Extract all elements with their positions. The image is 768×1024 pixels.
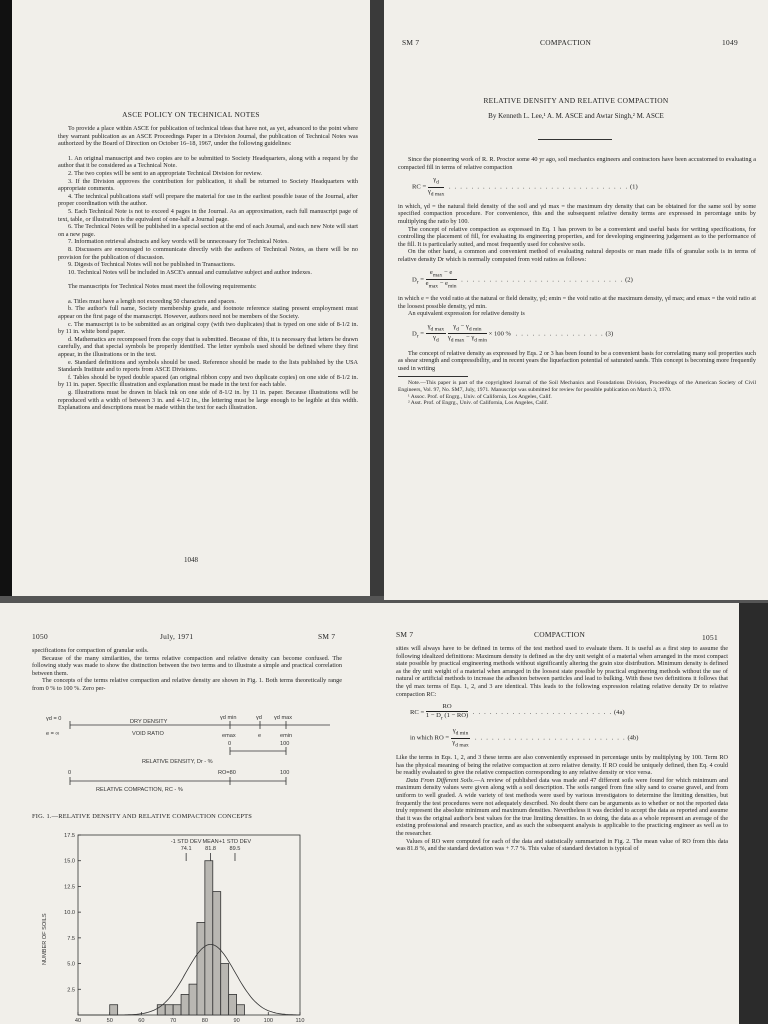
x-tick-label: 100 xyxy=(263,1018,273,1024)
relative-density-label: RELATIVE DENSITY, Dr - % xyxy=(142,759,213,765)
e-label: e xyxy=(258,733,262,739)
requirements-intro: The manuscripts for Technical Notes must meet the following requirements: xyxy=(68,283,257,291)
y-tick-label: 5.0 xyxy=(67,961,75,968)
rd-zero: 0 xyxy=(228,741,232,747)
policy-body xyxy=(58,125,358,412)
annotation-value: 81.8 xyxy=(205,846,217,852)
requirement-item: g. Illustrations must be drawn in black ink on one side of 8-1/2 in. by 11 in. paper. Because illustrations will be reproduced with a width of between 3 in. and 4-1/2 in., the lettering must be large enough to be legible at this width. Explanations and descriptions must be made within the text for each illustration. xyxy=(58,389,358,412)
e-infinity-label: e = ∞ xyxy=(46,731,60,737)
emax-label: emax xyxy=(222,733,236,739)
page-1051 xyxy=(384,603,739,1024)
annotation-label: +1 STD DEV xyxy=(218,839,252,845)
equation-label: (4b) xyxy=(627,734,639,742)
x-tick-label: 70 xyxy=(170,1018,177,1024)
paragraph: sities will always have to be defined in terms of the test method used to evaluate them. It is useful as a first step to assume the following idealized definitions: Maximum density is defined as the dry unit weight of a material when arranged in the most compact state possible by practical engineering methods without significantly altering the grain size distribution. Minimum density is defined as the dry unit weight of a material when arranged in the loosest state possible by practical engineering methods without the use of natural or artificial methods to increase the adhesion between particles and lead to bulking. With these two definitions it follows that the γd max terms of Eqs. 1, 2, and 3 are identical. This leads to the following expression relating relative density Dr to relative compaction RC: xyxy=(396,645,728,698)
running-head-right: SM 7 xyxy=(318,632,336,641)
guideline-item: 2. The two copies will be sent to an appropriate Technical Division for review. xyxy=(68,169,262,177)
requirement-item: a. Titles must have a length not exceeding 50 characters and spaces. xyxy=(68,297,236,305)
footnote-rule xyxy=(398,376,468,377)
policy-title: ASCE POLICY ON TECHNICAL NOTES xyxy=(122,110,260,119)
paragraph-text: —A review of published data was made and 47 different soils were found for which minimum and maximum density values were given along with a soil description. The soils ranged from fine silty sand to coarse gravel, and from uniform to well graded. A wide variety of test methods were used by various investigators to determine the limiting densities, but frequently the test procedures were not adequately described. No doubt there can be arguments as to whether or not the reported data truly represent the absolute minimum and maximum densities. Nevertheless it was decided to accept the data as reported and assume that it was the original author's best values for the true limiting densities. In so doing, the data as a whole represent an average of the existing professional and research practice, and as such the subsequent analysis is applicable to the practicing engineer as well as to the researcher. xyxy=(396,776,728,838)
guideline-item: 4. The technical publications staff will prepare the material for use in the earliest possible issue of the Journal, after proper coordination with the author. xyxy=(58,192,358,208)
page-number: 1048 xyxy=(184,556,198,564)
paragraph: Because of the many similarities, the terms relative compaction and relative density can become confused. The following study was made to show the distinction between the two terms and to illustrate a simple and practical correlation between them. xyxy=(32,654,342,677)
paragraph: The concepts of the terms relative compaction and relative density are shown in Fig. 1. Both terms theoretically range from 0 % to 100 %. Zero per- xyxy=(32,677,342,692)
rc-zero: 0 xyxy=(68,770,72,776)
running-head-center: July, 1971 xyxy=(160,632,194,641)
equation-3: $D_r$ = $\frac{\gamma_{d max}}{\gamma_d}$ $\frac{\gamma_d - \gamma_{d min}}{\gamma_{d max} - \gamma_{d min}}$ × 100 % . . . . . . . . . . . . . . . . (3) xyxy=(412,322,614,344)
paragraph: The concept of relative density as expressed by Eqs. 2 or 3 has been found to be a convenient basis for correlating many soil properties such as shear strength and compressibility, and in recent years the liquefaction potential of saturated sands. This concept is becoming more frequently used in writing xyxy=(398,349,756,372)
running-head-left: SM 7 xyxy=(396,630,414,639)
histogram-bar xyxy=(110,1005,118,1015)
x-tick-label: 80 xyxy=(201,1018,208,1024)
paragraph: specifications for compaction of granular soils. xyxy=(32,647,149,654)
page-binding-edge-right xyxy=(739,603,768,1024)
y-tick-label: 10.0 xyxy=(64,910,75,917)
page-1050 xyxy=(0,603,384,1024)
equation-label: (2) xyxy=(625,275,633,283)
guideline-item: 7. Information retrieval abstracts and key words will be unnecessary for Technical Notes. xyxy=(68,238,289,246)
equation-2: $D_r$ = $\frac{e_{max} - e}{e_{max} - e_{min}}$ . . . . . . . . . . . . . . . . . . . . . . . . . . . . . (2) xyxy=(412,268,633,290)
rc-hundred: 100 xyxy=(280,770,290,776)
guideline-item: 5. Each Technical Note is not to exceed 4 pages in the Journal. As an approximation, each full manuscript page of text, table, or illustration is the equivalent of one-half a Journal page. xyxy=(58,207,358,223)
equation-4a: RC = $\frac{RO}{1 - D_r (1 - RO)}$ . . . . . . . . . . . . . . . . . . . . . . . . . (4a) xyxy=(410,703,625,722)
equation-prefix: in which RO = xyxy=(410,734,450,742)
equation-label: (4a) xyxy=(613,709,625,717)
footnote-2: ² Asst. Prof. of Engrg., Univ. of California, Los Angeles, Calif. xyxy=(408,400,549,407)
gd-label: γd xyxy=(256,715,262,721)
y-axis-label: NUMBER OF SOILS xyxy=(42,913,48,965)
gdmax-label: γd max xyxy=(274,715,293,721)
guideline-item: 1. An original manuscript and two copies are to be submitted to Society Headquarters, along with a request by the author that it be considered as a Technical Note. xyxy=(58,154,358,170)
histogram-bar xyxy=(237,1005,245,1015)
histogram-bar xyxy=(229,994,237,1015)
x-tick-label: 60 xyxy=(138,1018,145,1024)
guideline-item: 6. The Technical Notes will be published in a special section at the end of each Journal, and each new Note will start on a new page. xyxy=(58,223,358,238)
page-binding-edge xyxy=(0,0,12,596)
relative-compaction-label: RELATIVE COMPACTION, RC - % xyxy=(96,787,183,793)
paragraph: The concept of relative compaction as expressed in Eq. 1 has proven to be a convenient and useful basis for writing specifications, for controlling the placement of fill, for evaluating its engineering properties, and for developing engineering judgement as to the performance of the fill. It is particularly suited, and most frequently used for cohesive soils. xyxy=(398,225,756,248)
title-rule xyxy=(538,139,612,140)
paragraph: An equivalent expression for relative density is xyxy=(408,310,525,318)
annotation-label: MEAN xyxy=(202,839,219,845)
article-title: RELATIVE DENSITY AND RELATIVE COMPACTION xyxy=(483,96,669,105)
paragraph: in which e = the void ratio at the natural or field density, γd; emin = the void ratio at the maximum density, γd max; and emax = the void ratio at the loosest possible density, γd min. xyxy=(398,295,756,310)
histogram-bar xyxy=(173,1005,181,1015)
x-tick-label: 40 xyxy=(74,1018,82,1024)
histogram-bar xyxy=(197,922,205,1015)
dry-density-label: DRY DENSITY xyxy=(130,719,168,725)
requirement-item: f. Tables should be typed double spaced (an original ribbon copy and two duplicate copies) on one side of 8-1/2 in. by 11 in. paper. Specific illustration and explanation must be made in the text for each table. xyxy=(58,373,358,389)
histogram-bar xyxy=(213,892,221,1015)
histogram-bar xyxy=(165,1005,173,1015)
requirement-item: c. The manuscript is to be submitted as an original copy (with two duplicates) that is typed on one side of 8-1/2 in. by 11 in. white bond paper. xyxy=(58,320,358,336)
guideline-item: 3. If the Division approves the contribution for publication, it shall be returned to Society Headquarters with appropriate comments. xyxy=(58,177,358,193)
article-body xyxy=(396,645,728,853)
footnote-note: Note.—This paper is part of the copyrighted Journal of the Soil Mechanics and Foundations Division, Proceedings of the American Society of Civil Engineers, Vol. 97, No. SM7, July, 1971. Manuscript was submitted for review for possible publication on March 3, 1970. xyxy=(398,380,756,393)
y-tick-label: 2.5 xyxy=(67,987,75,994)
paragraph: On the other hand, a common and convenient method of evaluating natural deposits or man made fills of granular soils is in terms of relative density Dr which is normally computed from void ratios as follows: xyxy=(398,248,756,263)
annotation-value: 89.5 xyxy=(229,846,241,852)
guideline-item: 9. Digests of Technical Notes will not be published in Transactions. xyxy=(68,261,236,269)
figure-1-caption: FIG. 1.—RELATIVE DENSITY AND RELATIVE COMPACTION CONCEPTS xyxy=(32,813,253,820)
paragraph: Since the pioneering work of R. R. Proctor some 40 yr ago, soil mechanics engineers and contractors have been accustomed to evaluating a compacted fill in terms of relative compaction xyxy=(398,156,756,171)
paragraph: in which, γd = the natural field density of the soil and γd max = the maximum dry density that can be obtained for the same soil by some specified compaction procedure. For convenience, this and the subsequent relative density terms are expressed in percentage units by multiplying the ratio by 100. xyxy=(398,202,756,225)
guideline-item: 10. Technical Notes will be included in ASCE's annual and cumulative subject and author indexes. xyxy=(68,268,312,276)
running-head-right: 1051 xyxy=(702,633,718,642)
y-tick-label: 12.5 xyxy=(64,884,75,891)
gamma-zero-label: γd = 0 xyxy=(46,716,62,722)
y-tick-label: 17.5 xyxy=(64,833,75,839)
figure-1-diagram xyxy=(30,713,350,808)
footnote-1: ¹ Assoc. Prof. of Engrg., Univ. of California, Los Angeles, Calif. xyxy=(408,393,552,400)
x-tick-label: 90 xyxy=(233,1018,240,1024)
equation-4b: in which RO = $\frac{\gamma_{d min}}{\gamma_{d max}}$ . . . . . . . . . . . . . . . . . . . . . . . . . . . (4b) xyxy=(410,727,639,749)
equation-1: RC = $\frac{\gamma_d}{\gamma_{d max}}$ . . . . . . . . . . . . . . . . . . . . . . . . . . . . . . . . (1) xyxy=(412,176,638,197)
equation-label: (3) xyxy=(605,330,614,338)
figure-2-histogram xyxy=(42,825,320,1024)
page-1048 xyxy=(12,0,370,596)
gdmin-label: γd min xyxy=(220,715,237,721)
running-head-left: SM 7 xyxy=(402,38,420,47)
article-byline: By Kenneth L. Lee,¹ A. M. ASCE and Awtar Singh,² M. ASCE xyxy=(488,112,664,120)
article-body xyxy=(398,156,756,407)
annotation-label: -1 STD DEV xyxy=(170,839,202,845)
requirement-item: b. The author's full name, Society membership grade, and footnote reference stating present employment must appear on the first page of the manuscript. However, authors need not be members of the Society. xyxy=(58,305,358,321)
x-tick-label: 50 xyxy=(106,1018,113,1024)
paragraph: Like the terms in Eqs. 1, 2, and 3 these terms are also conveniently expressed in percentage units by multiplying by 100. Term RO has the physical meaning of being the relative compaction at zero relative density. If RO could be uniquely defined, then Eq. 4 could be readily evaluated to give the relative compaction corresponding to any relative density or vice versa. xyxy=(396,754,728,777)
void-ratio-label: VOID RATIO xyxy=(132,731,164,737)
paragraph: Values of RO were computed for each of the data and statistically summarized in Fig. 2. The mean value of RO from this data was 81.8 %, and the standard deviation was + 7.7 %. This value of standard deviation is typical of xyxy=(396,837,728,853)
y-tick-label: 7.5 xyxy=(67,935,75,942)
guideline-item: 8. Discussers are encouraged to communicate directly with the authors of Technical Notes, as there will be no provision for the publication of discussion. xyxy=(58,245,358,261)
rc-ro: RO=80 xyxy=(218,770,236,776)
requirement-item: d. Mathematics are recomposed from the copy that is submitted. Because of this, it is necessary that letters be drawn carefully, and that special symbols be properly identified. The letter symbols used should be defined where they first appear, in the illustrations or in the text. xyxy=(58,335,358,359)
requirement-item: e. Standard definitions and symbols should be used. Reference should be made to the lists published by the USA Standards Institute and to reports from ASCE Divisions. xyxy=(58,358,358,374)
histogram-bar xyxy=(221,964,229,1015)
equation-label: (1) xyxy=(629,183,638,191)
policy-intro: To provide a place within ASCE for publication of technical ideas that have not, as yet, advanced to the point where they warrant publication as an ASCE Proceedings Paper in a Division Journal, the publication of Technical Notes was authorized by the Board of Direction on October 16–18, 1967, under the following guidelines: xyxy=(58,125,358,148)
histogram-bar xyxy=(181,994,189,1015)
annotation-value: 74.1 xyxy=(180,846,192,852)
running-head-left: 1050 xyxy=(32,632,48,641)
rd-hundred: 100 xyxy=(280,741,290,747)
section-heading: Data From Different Soils. xyxy=(406,776,475,784)
histogram-bar xyxy=(189,984,197,1015)
page-1049 xyxy=(384,0,768,600)
emin-label: emin xyxy=(280,733,293,739)
running-head-center: COMPACTION xyxy=(534,630,586,639)
y-tick-label: 15.0 xyxy=(64,858,75,865)
article-body xyxy=(32,647,342,693)
histogram-bar xyxy=(205,861,213,1015)
running-head-right: 1049 xyxy=(722,38,738,47)
paragraph xyxy=(396,777,728,838)
x-tick-label: 110 xyxy=(295,1018,305,1024)
running-head-center: COMPACTION xyxy=(540,38,592,47)
